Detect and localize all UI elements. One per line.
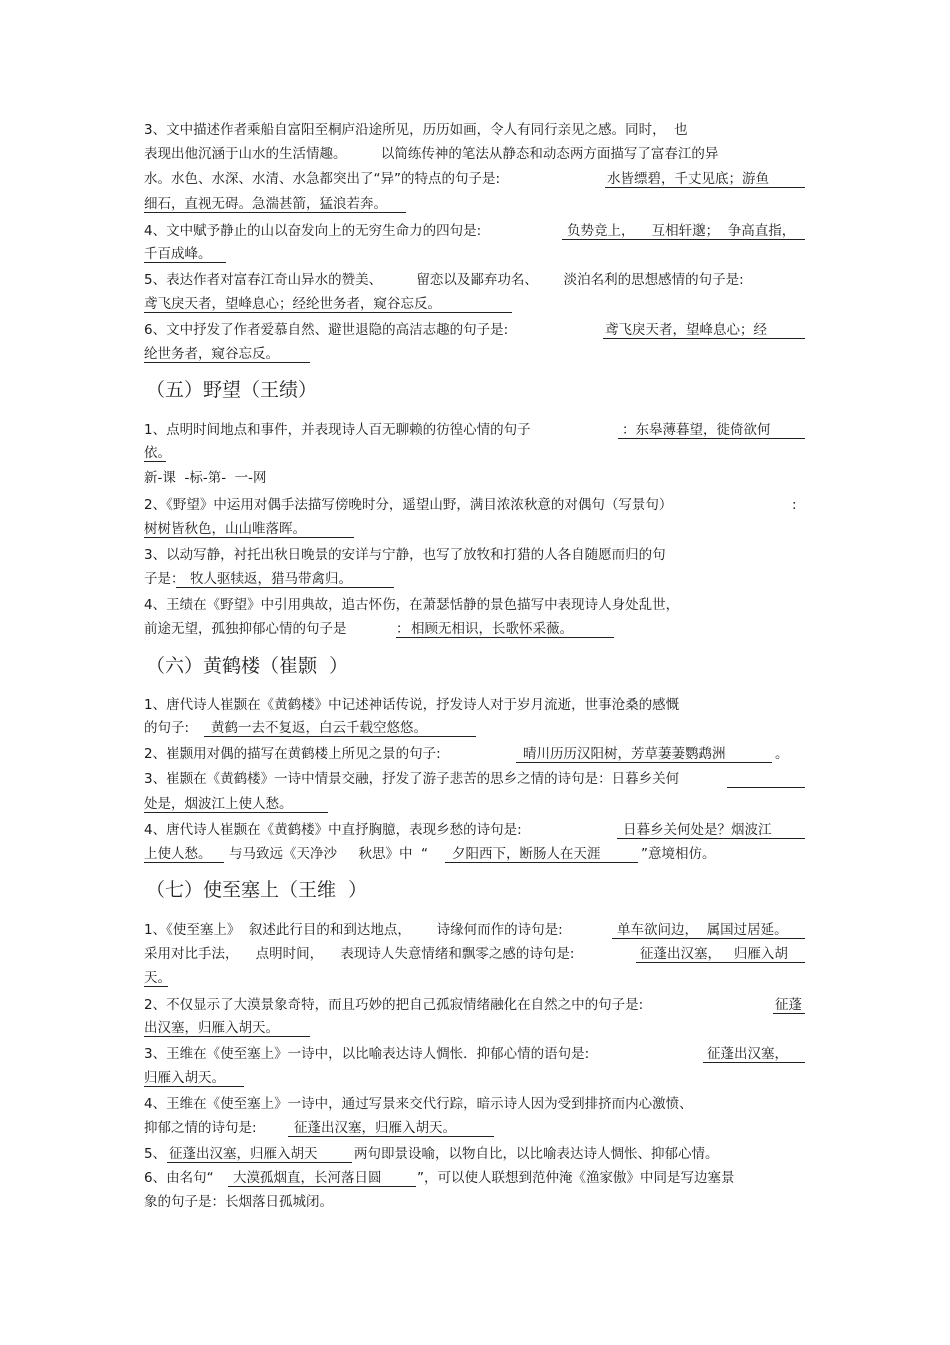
answer-underline [144,986,168,987]
s7-q1-answer-3: 天。 [144,970,171,986]
answer-underline [562,239,805,240]
answer-underline [703,1062,805,1063]
s7-q1-line-1: 1、《使至塞上》 叙述此行目的和到达地点， 诗缘何而作的诗句是: [144,922,563,938]
s7-q1-line-2: 采用对比手法， 点明时间， 表现诗人失意情绪和飘零之感的诗句是: [144,946,575,962]
s6-q4-answer-2: 上使人愁。 [144,846,212,862]
s5-q4-colon: ： [396,621,410,637]
answer-underline [144,262,226,263]
s5-q2-line-1: 2、《野望》中运用对偶手法描写傍晚时分，遥望山野，满目浓浓秋意的对偶句（写景句） [144,497,673,513]
s6-q4-answer-1: 日暮乡关何处是？烟波江 [623,822,772,838]
answer-underline [727,787,805,788]
s5-q1-answer-1: ：东皋薄暮望，徙倚欲何 [622,422,771,438]
s6-q4-line-1: 4、唐代诗人崔颢在《黄鹤楼》中直抒胸臆，表现乡愁的诗句是: [144,822,522,838]
s5-q4-answer-1: 相顾无相识，长歌怀采薇。 [411,621,573,637]
q3-answer-1: 水皆缥碧，千丈见底；游鱼 [607,171,769,187]
s7-q4-answer-1: 征蓬出汉塞，归雁入胡天。 [294,1120,456,1136]
answer-underline [617,838,805,839]
s7-q3-answer-1: 征蓬出汉塞， [707,1046,788,1062]
s7-q5-number: 5、 [144,1146,167,1162]
answer-underline [603,338,805,339]
answer-underline [618,438,805,439]
s7-q2-answer-1: 征蓬 [775,997,802,1013]
q3-line-3: 水。水色、水深、水清、水急都突出了“异”的特点的句子是: [144,171,501,187]
s7-q4-line-2: 抑郁之情的诗句是: [144,1120,257,1136]
s7-q1-answer-2: 征蓬出汉塞， 归雁入胡 [640,946,788,962]
answer-underline [144,1086,244,1087]
answer-underline [228,1186,416,1187]
s5-q3-line-2: 子是： [144,571,185,587]
s6-q1-answer-1: 黄鹤一去不复返，白云千载空悠悠。 [211,720,427,736]
answer-underline [144,862,224,863]
s5-q1-line-1: 1、点明时间地点和事件，并表现诗人百无聊赖的彷徨心情的句子 [144,422,531,438]
s7-q6-line-1b: ”，可以使人联想到范仲淹《渔家傲》中同是写边塞景 [417,1170,735,1186]
s6-q4-end: ”意境相仿。 [641,846,716,862]
s6-q2-line-1: 2、崔颢用对偶的描写在黄鹤楼上所见之景的句子: [144,746,441,762]
answer-underline [144,212,406,213]
s7-q5-answer-1: 征蓬出汉塞，归雁入胡天 [169,1146,318,1162]
q3-answer-2: 细石，直视无碍。急湍甚箭，猛浪若奔。 [144,196,387,212]
answer-underline [636,962,805,963]
s6-q1-line-1: 1、唐代诗人崔颢在《黄鹤楼》中记述神话传说，抒发诗人对于岁月流逝，世事沧桑的感慨 [144,697,680,713]
s5-q3-answer-1: 牧人驱犊返，猎马带禽归。 [190,571,352,587]
answer-underline [445,862,638,863]
section-heading-7: （七）使至塞上（王维 ） [146,879,368,901]
q3-line-1: 3、文中描述作者乘船自富阳至桐庐沿途所见，历历如画，令人有同行亲见之感。同时， 也 [144,122,688,138]
q5-line-1: 5、表达作者对富春江奇山异水的赞美、 留恋以及鄙弃功名、 淡泊名利的思想感情的句子是: [144,272,744,288]
q4-line-1: 4、文中赋予静止的山以奋发向上的无穷生命力的四句是: [144,223,482,239]
s7-q6-line-2: 象的句子是：长烟落日孤城闭。 [144,1194,333,1210]
q6-answer-2: 纶世务者，窥谷忘反。 [144,346,279,362]
s7-q3-answer-2: 归雁入胡天。 [144,1070,225,1086]
answer-underline [612,938,805,939]
s7-q5-line-1: 两句即景设喻，以物自比，以比喻表达诗人惆怅、抑郁心情。 [354,1146,719,1162]
s6-q1-line-2: 的句子: [144,720,190,736]
s6-q3-line-2: 处是，烟波江上使人愁。 [144,796,293,812]
s6-q2-tail: 。 [775,746,789,762]
s7-q3-line-1: 3、王维在《使至塞上》一诗中，以比喻表达诗人惆怅．抑郁心情的语句是: [144,1046,590,1062]
answer-underline [288,1136,494,1137]
q5-answer-1: 鸢飞戾天者，望峰息心；经纶世务者，窥谷忘反。 [144,296,441,312]
answer-underline [144,312,512,313]
q6-line-1: 6、文中抒发了作者爱慕自然、避世退隐的高洁志趣的句子是: [144,322,509,338]
s6-q4-answer-3: 夕阳西下，断肠人在天涯 [452,846,601,862]
answer-underline [167,1162,352,1163]
s5-q4-line-1: 4、王绩在《野望》中引用典故，追古怀伤，在萧瑟恬静的景色描写中表现诗人身处乱世， [144,597,680,613]
answer-underline [773,1013,805,1014]
answer-underline [516,762,772,763]
section-heading-5: （五）野望（王绩） [146,379,318,401]
s7-q4-line-1: 4、王维在《使至塞上》一诗中，通过写景来交代行踪，暗示诗人因为受到排挤而内心激愤、 [144,1096,693,1112]
s5-q2-colon: : [792,497,797,513]
s5-q3-line-1: 3、以动写静，衬托出秋日晚景的安详与宁静，也写了放牧和打猎的人各自随愿而归的句 [144,547,666,563]
q6-answer-1: 鸢飞戾天者，望峰息心；经 [605,322,767,338]
s7-q6-line-1: 6、由名句“ [144,1170,214,1186]
answer-underline [144,362,310,363]
answer-underline [144,812,328,813]
s5-q4-line-2: 前途无望，孤独抑郁心情的句子是 [144,621,347,637]
s7-q6-answer-1: 大漠孤烟直，长河落日圆 [233,1170,382,1186]
q4-answer-1: 负势竞上， 互相轩邈； 争高直指， [567,223,796,239]
section-heading-6: （六）黄鹤楼（崔颢 ） [146,655,349,677]
q3-line-2: 表现出他沉涵于山水的生活情趣。 以简练传神的笔法从静态和动态两方面描写了富春江的异 [144,146,719,162]
answer-underline [144,1036,310,1037]
s6-q2-answer-1: 晴川历历汉阳树，芳草萋萋鹦鹉洲 [523,746,726,762]
s7-q1-answer-1: 单车欲问边， 属国过居延。 [617,922,788,938]
s7-q2-answer-2: 出汉塞，归雁入胡天。 [144,1020,279,1036]
answer-underline [144,461,166,462]
s7-q2-line-1: 2、不仅显示了大漠景象奇特，而且巧妙的把自己孤寂情绪融化在自然之中的句子是: [144,997,644,1013]
s5-q2-answer-1: 树树皆秋色，山山唯落晖。 [144,521,306,537]
s6-q3-line-1: 3、崔颢在《黄鹤楼》一诗中情景交融，抒发了游子悲苦的思乡之情的诗句是：日暮乡关何 [144,771,680,787]
answer-underline [204,736,476,737]
site-watermark: 新-课 -标-第- 一-网 [144,470,267,486]
s6-q4-mid: 与马致远《天净沙 秋思》中 “ [229,846,429,862]
answer-underline [176,587,394,588]
q4-answer-2: 千百成峰。 [144,246,212,262]
answer-underline [605,187,805,188]
s5-q1-answer-2: 依。 [144,445,171,461]
answer-underline [396,637,614,638]
answer-underline [144,537,354,538]
